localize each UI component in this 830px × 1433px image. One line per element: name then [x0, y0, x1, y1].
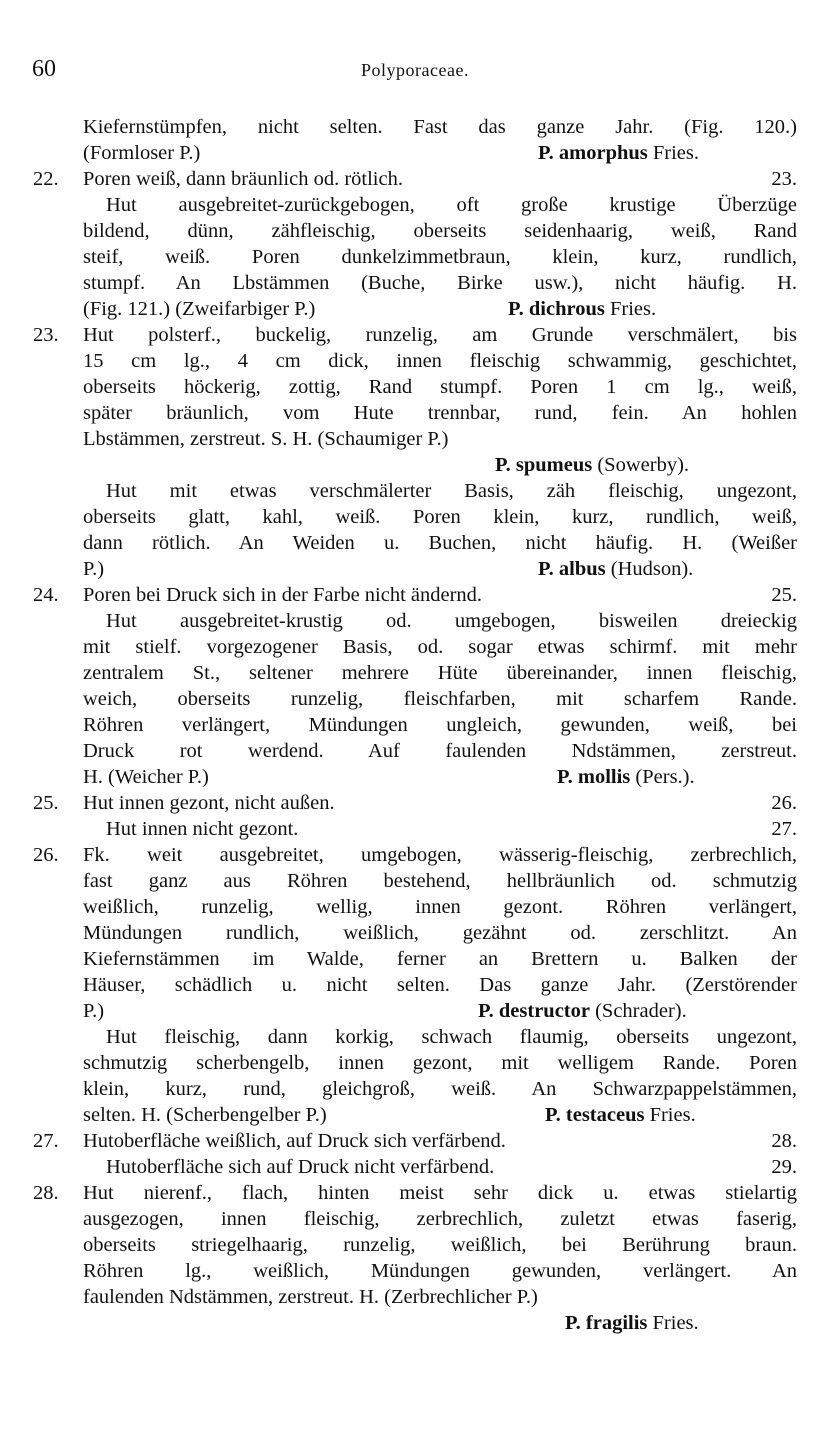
text-line: Hutoberfläche sich auf Druck nicht verfärbend. [106, 1156, 495, 1178]
key-number: 25. [33, 792, 59, 814]
text-line [83, 1310, 797, 1336]
text-line: faulenden Ndstämmen, zerstreut. H. (Zerbrechlicher P.) [83, 1286, 538, 1308]
text-line: fast ganz aus Röhren bestehend, hellbräunlich od. schmutzig [83, 870, 797, 892]
text-line: Poren weiß, dann bräunlich od. rötlich. [83, 168, 403, 190]
text-line: 15 cm lg., 4 cm dick, innen fleischig schwammig, geschichtet, [83, 350, 797, 372]
text-line: weich, oberseits runzelig, fleischfarben, mit scharfem Rande. [83, 688, 797, 710]
page-header [0, 56, 830, 86]
common-name: P.) [83, 558, 105, 580]
common-name: selten. H. (Scherbengelber P.) [83, 1104, 327, 1126]
text-line: Röhren lg., weißlich, Mündungen gewunden, verlängert. An [83, 1260, 797, 1282]
text-line: oberseits höckerig, zottig, Rand stumpf. Poren 1 cm lg., weiß, [83, 376, 797, 398]
text-line: Hut innen gezont, nicht außen. [83, 792, 335, 814]
page-number: 60 [32, 56, 56, 82]
text-line: Druck rot werdend. Auf faulenden Ndstämmen, zerstreut. [83, 740, 797, 762]
text-line: dann rötlich. An Weiden u. Buchen, nicht häufig. H. (Weißer [83, 532, 797, 554]
text-line [83, 998, 797, 1024]
text-line: Häuser, schädlich u. nicht selten. Das ganze Jahr. (Zerstörender [83, 974, 797, 996]
text-line [83, 1102, 797, 1128]
text-line [83, 296, 797, 322]
text-line: Hut polsterf., buckelig, runzelig, am Grunde verschmälert, bis [83, 324, 797, 346]
text-line [83, 764, 797, 790]
species-name: P. spumeus (Sowerby). [495, 454, 690, 476]
common-name: H. (Weicher P.) [83, 766, 209, 788]
species-name: P. mollis (Pers.). [557, 766, 695, 788]
text-line: Hut nierenf., flach, hinten meist sehr dick u. etwas stielartig [83, 1182, 797, 1204]
key-number: 28. [33, 1182, 59, 1204]
text-line [83, 140, 797, 166]
text-line: weißlich, runzelig, wellig, innen gezont. Röhren verlängert, [83, 896, 797, 918]
species-name: P. dichrous Fries. [508, 298, 657, 320]
key-reference: 25. [771, 584, 797, 606]
key-reference: 27. [771, 818, 797, 840]
text-line: Hut ausgebreitet-krustig od. umgebogen, bisweilen dreieckig [106, 610, 797, 632]
text-line [83, 556, 797, 582]
species-name: P. testaceus Fries. [545, 1104, 696, 1126]
text-line: schmutzig scherbengelb, innen gezont, mit welligem Rande. Poren [83, 1052, 797, 1074]
text-line: zentralem St., seltener mehrere Hüte übereinander, innen fleischig, [83, 662, 797, 684]
species-name: P. albus (Hudson). [538, 558, 694, 580]
key-reference: 26. [771, 792, 797, 814]
key-reference: 28. [771, 1130, 797, 1152]
text-line: Poren bei Druck sich in der Farbe nicht ändernd. [83, 584, 483, 606]
text-line: Kiefernstämmen im Walde, ferner an Brettern u. Balken der [83, 948, 797, 970]
text-line: Röhren verlängert, Mündungen ungleich, gewunden, weiß, bei [83, 714, 797, 736]
text-line: Hutoberfläche weißlich, auf Druck sich verfärbend. [83, 1130, 506, 1152]
text-line: Hut ausgebreitet-zurückgebogen, oft große krustige Überzüge [106, 194, 797, 216]
text-line: bildend, dünn, zähfleischig, oberseits seidenhaarig, weiß, Rand [83, 220, 797, 242]
key-number: 23. [33, 324, 59, 346]
running-title: Polyporaceae. [361, 60, 469, 80]
key-number: 26. [33, 844, 59, 866]
text-line: Kiefernstümpfen, nicht selten. Fast das ganze Jahr. (Fig. 120.) [83, 116, 797, 138]
text-line: später bräunlich, vom Hute trennbar, rund, fein. An hohlen [83, 402, 797, 424]
text-line: oberseits striegelhaarig, runzelig, weißlich, bei Berührung braun. [83, 1234, 797, 1256]
text-line: Lbstämmen, zerstreut. S. H. (Schaumiger P.) [83, 428, 449, 450]
key-reference: 23. [771, 168, 797, 190]
text-line [83, 452, 797, 478]
text-line: mit stielf. vorgezogener Basis, od. sogar etwas schirmf. mit mehr [83, 636, 797, 658]
text-line: Hut innen nicht gezont. [106, 818, 299, 840]
text-line: Hut fleischig, dann korkig, schwach flaumig, oberseits ungezont, [106, 1026, 797, 1048]
common-name: (Formloser P.) [83, 142, 201, 164]
text-line: Mündungen rundlich, weißlich, gezähnt od. zerschlitzt. An [83, 922, 797, 944]
common-name: P.) [83, 1000, 105, 1022]
text-line: Fk. weit ausgebreitet, umgebogen, wässerig-fleischig, zerbrechlich, [83, 844, 797, 866]
text-line: steif, weiß. Poren dunkelzimmetbraun, klein, kurz, rundlich, [83, 246, 797, 268]
text-line: oberseits glatt, kahl, weiß. Poren klein, kurz, rundlich, weiß, [83, 506, 797, 528]
species-name: P. fragilis Fries. [565, 1312, 699, 1334]
text-line: ausgezogen, innen fleischig, zerbrechlich, zuletzt etwas faserig, [83, 1208, 797, 1230]
species-name: P. destructor (Schrader). [478, 1000, 687, 1022]
text-line: Hut mit etwas verschmälerter Basis, zäh fleischig, ungezont, [106, 480, 797, 502]
text-line: klein, kurz, rund, gleichgroß, weiß. An Schwarzpappelstämmen, [83, 1078, 797, 1100]
common-name: (Fig. 121.) (Zweifarbiger P.) [83, 298, 316, 320]
key-number: 27. [33, 1130, 59, 1152]
species-name: P. amorphus Fries. [538, 142, 699, 164]
key-reference: 29. [771, 1156, 797, 1178]
key-number: 22. [33, 168, 59, 190]
text-line: stumpf. An Lbstämmen (Buche, Birke usw.), nicht häufig. H. [83, 272, 797, 294]
key-number: 24. [33, 584, 59, 606]
